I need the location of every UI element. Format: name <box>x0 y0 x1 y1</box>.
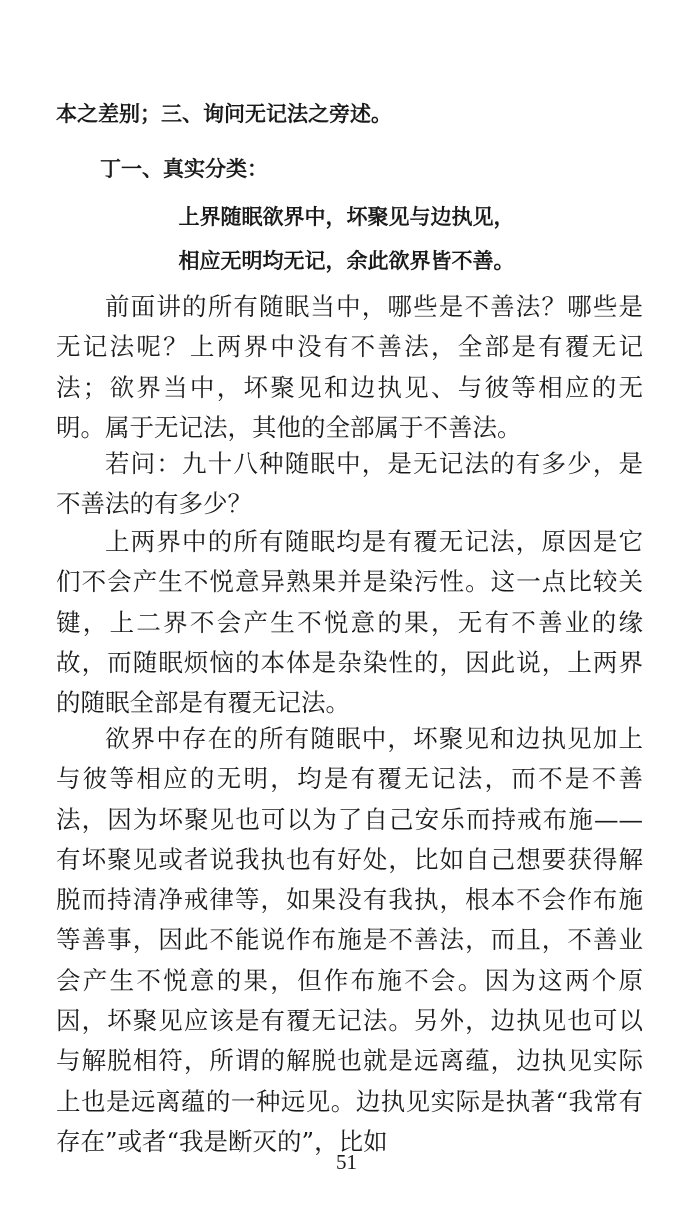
paragraph-1: 前面讲的所有随眠当中，哪些是不善法？哪些是无记法呢？上两界中没有不善法，全部是有覆无记法；欲界当中，坏聚见和边执见、与彼等相应的无明。属于无记法，其他的全部属于不善法。 <box>56 292 643 442</box>
subsection-heading: 丁一、真实分类： <box>100 157 268 181</box>
verse-line-2: 相应无明均无记，余此欲界皆不善。 <box>178 249 515 273</box>
paragraph-2: 若问：九十八种随眠中，是无记法的有多少，是不善法的有多少？ <box>56 449 643 519</box>
section-heading-continued: 本之差别；三、询问无记法之旁述。 <box>56 102 392 126</box>
verse-line-1: 上界随眠欲界中，坏聚见与边执见， <box>178 205 515 229</box>
paragraph-3: 上两界中的所有随眠均是有覆无记法，原因是它们不会产生不悦意异熟果并是染污性。这一点比较关键，上二界不会产生不悦意的果，无有不善业的缘故，而随眠烦恼的本体是杂染性的，因此说，上两界的随眠全部是有覆无记法。 <box>56 527 643 718</box>
paragraph-4: 欲界中存在的所有随眠中，坏聚见和边执见加上与彼等相应的无明，均是有覆无记法，而不是不善法，因为坏聚见也可以为了自己安乐而持戒布施——有坏聚见或者说我执也有好处，比如自己想要获得解脱而持清净戒律等，如果没有我执，根本不会作布施等善事，因此不能说作布施是不善法，而且，不善业会产生不悦意的果，但作布施不会。因为这两个原因，坏聚见应该是有覆无记法。另外，边执见也可以与解脱相符，所谓的解脱也就是远离蕴，边执见实际上也是远离蕴的一种远见。边执见实际是执著“我常有存在”或者“我是断灭的”，比如 <box>56 724 643 1156</box>
page-number: 51 <box>336 1150 357 1174</box>
